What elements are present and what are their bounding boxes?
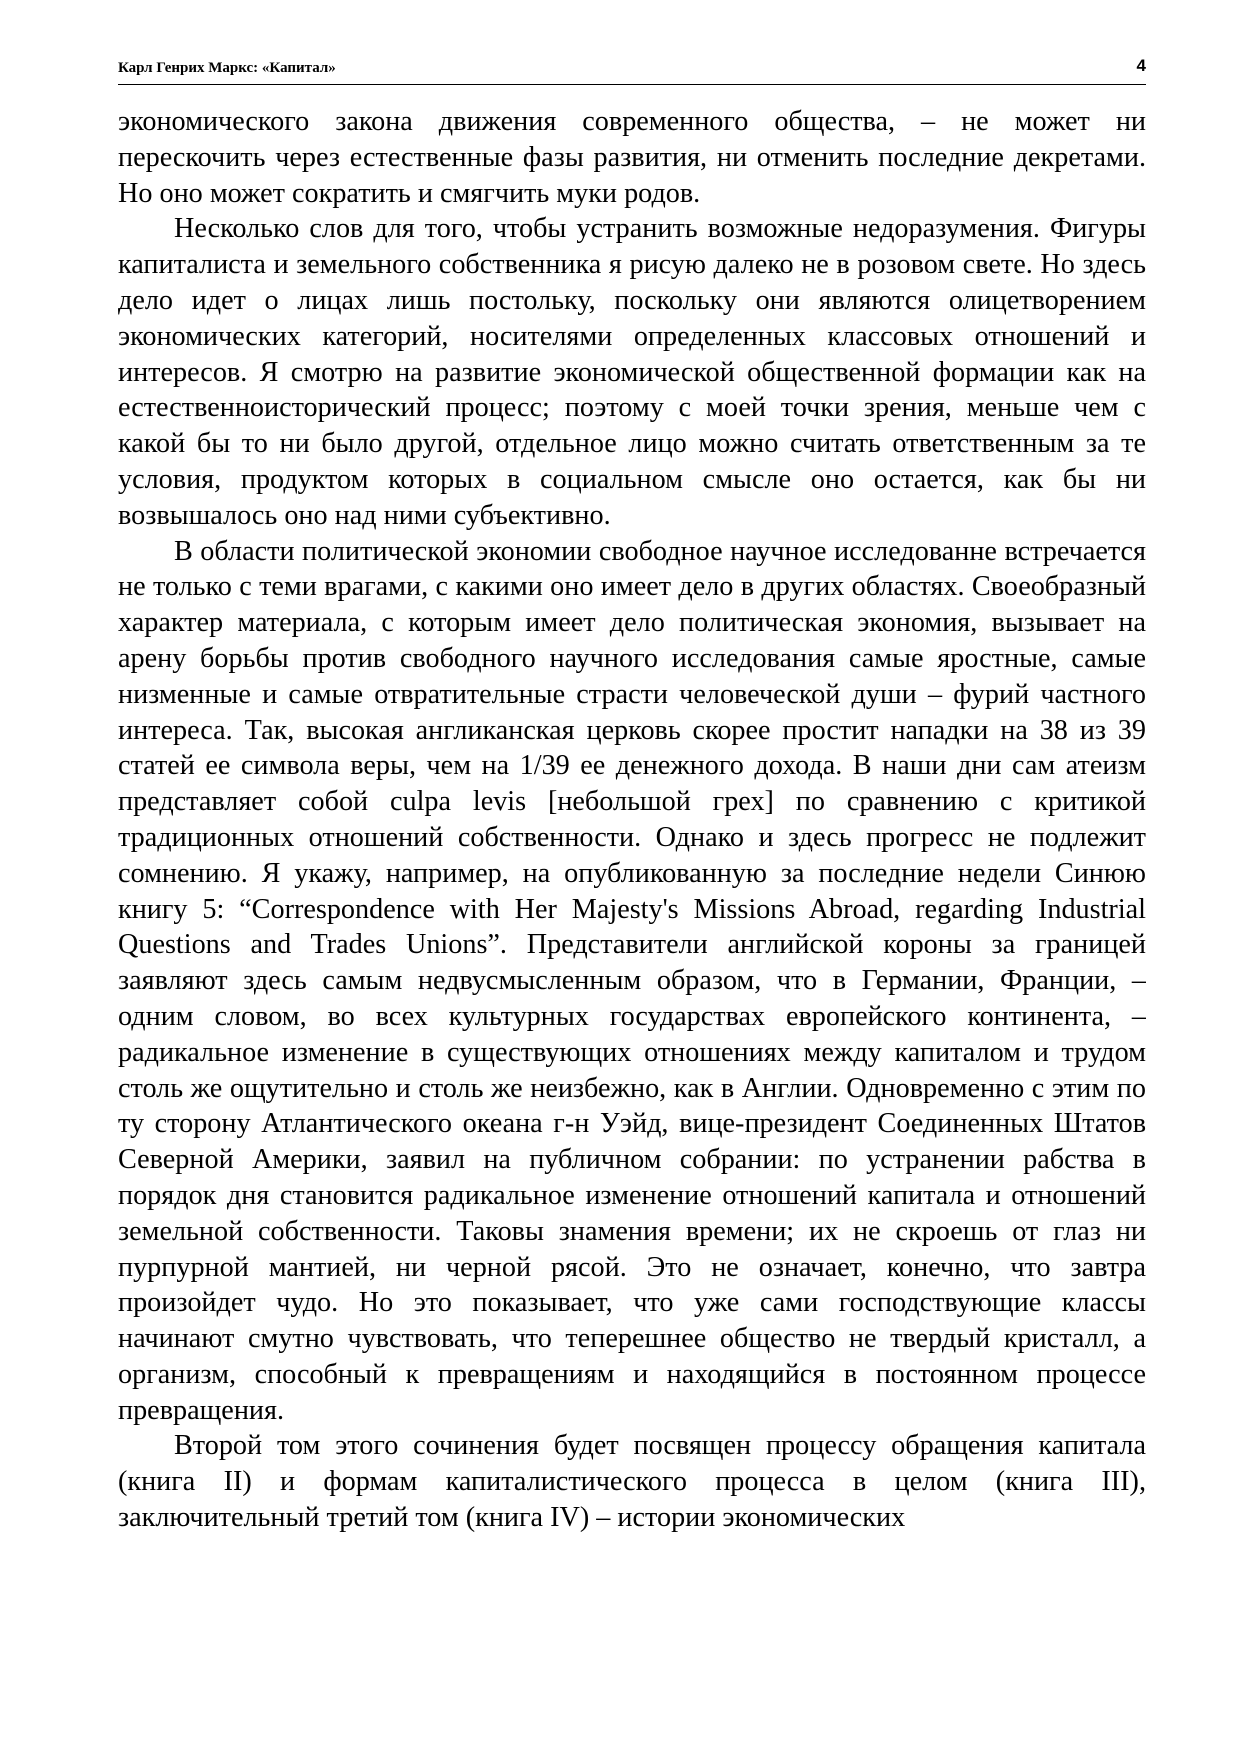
paragraph: Второй том этого сочинения будет посвящен процессу обращения капитала (книга II) и формам капиталистического процесса в целом (книга III), заключительный третий том (книга IV) – истории экономических xyxy=(118,1430,1146,1534)
page-number: 4 xyxy=(1136,56,1146,75)
paragraph: Несколько слов для того, чтобы устранить возможные недоразумения. Фигуры капиталиста и земельного собственника я рисую далеко не в розовом свете. Но здесь дело идет о лицах лишь постольку, поскольку они являются олицетворением экономических категорий, носителями определенных классовых отношений и интересов. Я смотрю на развитие экономической общественной формации как на естественноисторический процесс; поэтому с моей точки зрения, меньше чем с какой бы то ни было другой, отдельное лицо можно считать ответственным за те условия, продуктом которых в социальном смысле оно остается, как бы ни возвышалось оно над ними субъективно. xyxy=(118,213,1146,531)
body-text xyxy=(118,104,1146,1724)
paragraph: экономического закона движения современного общества, – не может ни перескочить через естественные фазы развития, ни отменить последние декретами. Но оно может сократить и смягчить муки родов. xyxy=(118,106,1146,209)
running-header xyxy=(118,56,1146,85)
paragraph: В области политической экономии свободное научное исследованне встречается не только с теми врагами, с какими оно имеет дело в других областях. Своеобразный характер материала, с которым имеет дело политическая экономия, вызывает на арену борьбы против свободного научного исследования самые яростные, самые низменные и самые отвратительные страсти человеческой души – фурий частного интереса. Так, высокая англиканская церковь скорее простит нападки на 38 из 39 статей ее символа веры, чем на 1/39 ее денежного дохода. В наши дни сам атеизм представляет собой culpa levis [небольшой грех] по сравнению с критикой традиционных отношений собственности. Однако и здесь прогресс не подлежит сомнению. Я укажу, например, на опубликованную за последние недели Синюю книгу 5: “Correspondence with Her Majesty's Missions Abroad, regarding Industrial Questions and Trades Unions”. Представители английской короны за границей заявляют здесь самым недвусмысленным образом, что в Германии, Франции, – одним словом, во всех культурных государствах европейского континента, – радикальное изменение в существующих отношениях между капиталом и трудом столь же ощутительно и столь же неизбежно, как в Англии. Одновременно с этим по ту сторону Атлантического океана г-н Уэйд, вице-президент Соединенных Штатов Северной Америки, заявил на публичном собрании: по устранении рабства в порядок дня становится радикальное изменение отношений капитала и отношений земельной собственности. Таковы знамения времени; их не скроешь от глаз ни пурпурной мантией, ни черной рясой. Это не означает, конечно, что завтра произойдет чудо. Но это показывает, что уже сами господствующие классы начинают смутно чувствовать, что теперешнее общество не твердый кристалл, а организм, способный к превращениям и находящийся в постоянном процессе превращения. xyxy=(118,535,1146,1426)
header-title: Карл Генрих Маркс: «Капитал» xyxy=(118,60,336,76)
